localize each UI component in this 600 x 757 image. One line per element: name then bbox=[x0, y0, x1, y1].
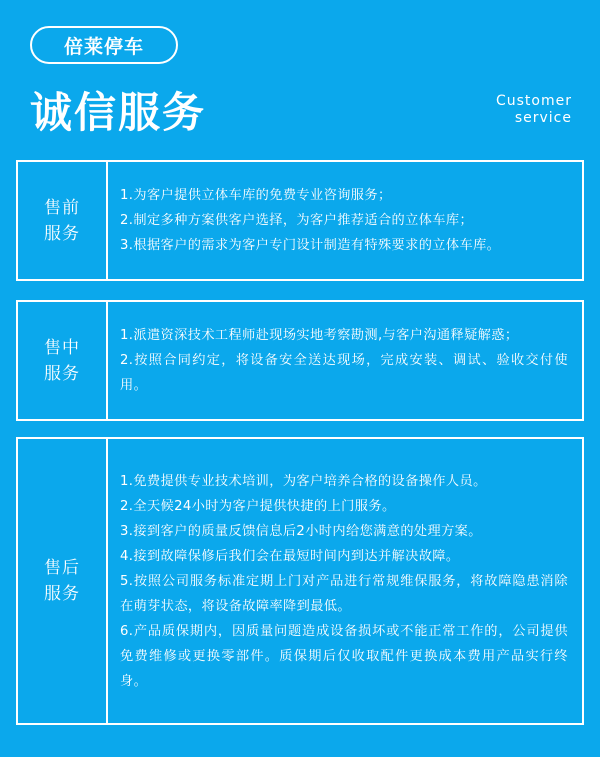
list-item: 2.按照合同约定，将设备安全送达现场，完成安装、调试、验收交付使用。 bbox=[120, 353, 568, 393]
list-item: 1.派遣资深技术工程师赴现场实地考察勘测,与客户沟通释疑解惑； bbox=[120, 328, 519, 343]
subtitle-line-1: Customer bbox=[495, 93, 572, 109]
panel-label-text: 售前服务 bbox=[44, 197, 80, 244]
list-item: 2.制定多种方案供客户选择，为客户推荐适合的立体车库； bbox=[120, 213, 474, 228]
page-title: 诚信服务 bbox=[30, 88, 207, 137]
panel-label bbox=[18, 302, 108, 419]
brand-badge: 倍莱停车 bbox=[30, 26, 178, 64]
list-item: 3.根据客户的需求为客户专门设计制造有特殊要求的立体车库。 bbox=[120, 238, 501, 253]
list-item: 1.为客户提供立体车库的免费专业咨询服务； bbox=[120, 188, 392, 203]
panel-body bbox=[108, 162, 582, 279]
panel-label bbox=[18, 162, 108, 279]
list-item: 1.免费提供专业技术培训，为客户培养合格的设备操作人员。 bbox=[120, 473, 487, 489]
panel-label-text: 售中服务 bbox=[44, 337, 80, 384]
panel-body bbox=[108, 439, 582, 723]
panel-pre-sale bbox=[16, 160, 584, 281]
list-item: 5.按照公司服务标准定期上门对产品进行常规维保服务，将故障隐患消除在萌芽状态，将设备故障率降到最低。 bbox=[120, 573, 568, 614]
list-item: 2.全天候24小时为客户提供快捷的上门服务。 bbox=[120, 498, 396, 514]
panel-label bbox=[18, 439, 108, 723]
subtitle bbox=[496, 93, 572, 127]
list-item: 6.产品质保期内，因质量问题造成设备损坏或不能正常工作的，公司提供免费维修或更换零部件。质保期后仅收取配件更换成本费用产品实行终身。 bbox=[120, 623, 568, 689]
panel-label-text: 售后服务 bbox=[44, 558, 80, 604]
panel-body bbox=[108, 302, 582, 419]
subtitle-line-2: service bbox=[514, 110, 572, 126]
list-item: 3.接到客户的质量反馈信息后2小时内给您满意的处理方案。 bbox=[120, 523, 482, 539]
panel-after-sale bbox=[16, 437, 584, 725]
list-item: 4.接到故障保修后我们会在最短时间内到达并解决故障。 bbox=[120, 548, 460, 564]
panel-in-sale bbox=[16, 300, 584, 421]
